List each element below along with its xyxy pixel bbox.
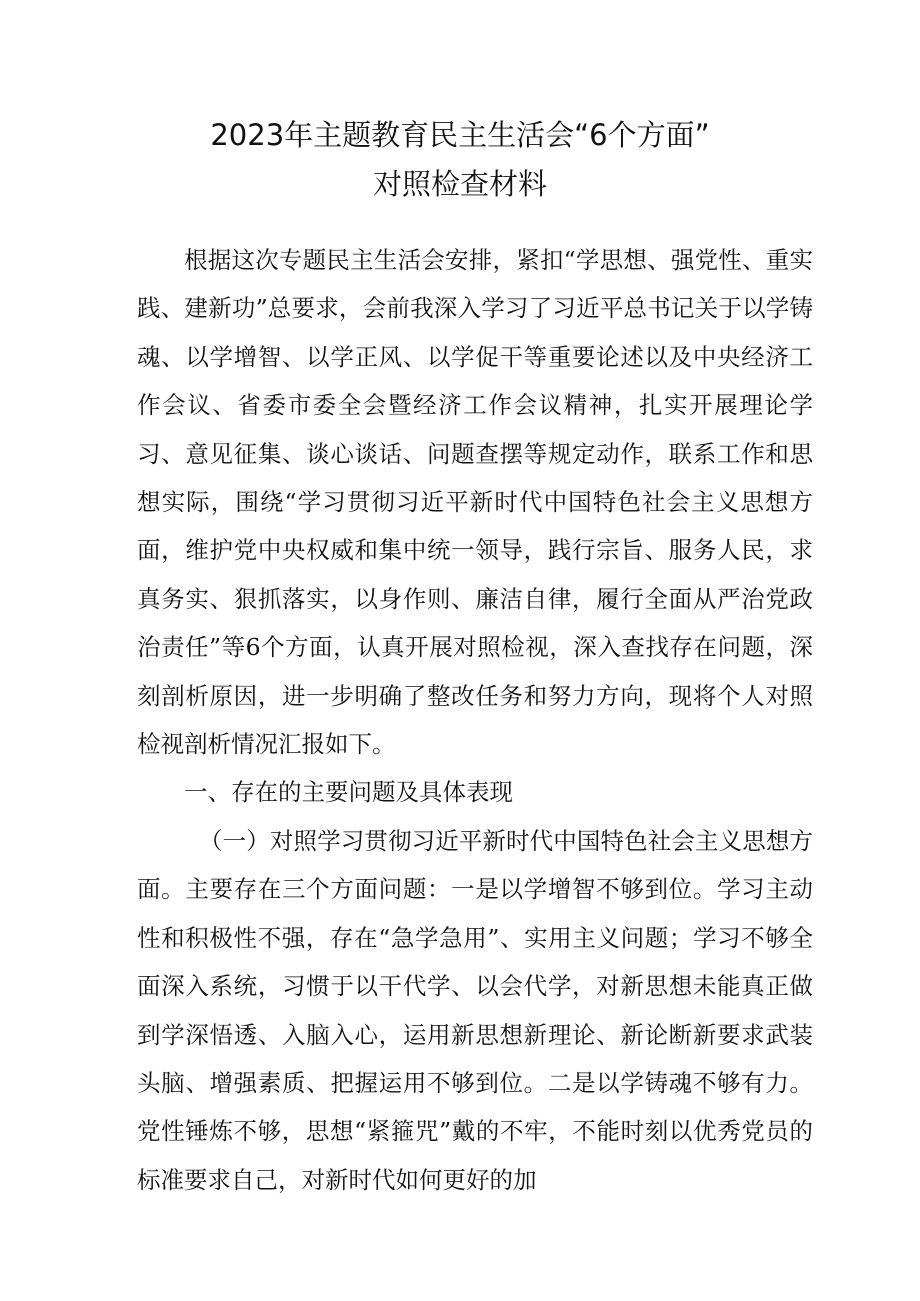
subsection-paragraph-1: （一）对照学习贯彻习近平新时代中国特色社会主义思想方面。主要存在三个方面问题：一是以学增智不够到位。学习主动性和积极性不强，存在“急学急用”、实用主义问题；学习不够全面深入系统，习惯于以干代学、以会代学，对新思想未能真正做到学深悟透、入脑入心，运用新思想新理论、新论断新要求武装头脑、增强素质、把握运用不够到位。二是以学铸魂不够有力。党性锤炼不够，思想“紧箍咒”戴的不牢，不能时刻以优秀党员的标准要求自己，对新时代如何更好的加 bbox=[137, 826, 813, 1194]
document-title-line-1: 2023年主题教育民主生活会“6个方面” bbox=[210, 118, 710, 152]
document-body bbox=[137, 236, 813, 1204]
intro-paragraph: 根据这次专题民主生活会安排，紧扣“学思想、强党性、重实践、建新功”总要求，会前我深入学习了习近平总书记关于以学铸魂、以学增智、以学正风、以学促干等重要论述以及中央经济工作会议、省委市委全会暨经济工作会议精神，扎实开展理论学习、意见征集、谈心谈话、问题查摆等规定动作，联系工作和思想实际，围绕“学习贯彻习近平新时代中国特色社会主义思想方面，维护党中央权威和集中统一领导，践行宗旨、服务人民，求真务实、狠抓落实，以身作则、廉洁自律，履行全面从严治党政治责任”等6个方面，认真开展对照检视，深入查找存在问题，深刻剖析原因，进一步明确了整改任务和努力方向，现将个人对照检视剖析情况汇报如下。 bbox=[137, 246, 813, 759]
document-title-line-2: 对照检查材料 bbox=[372, 167, 547, 201]
section-heading-problems: 一、存在的主要问题及具体表现 bbox=[184, 778, 513, 807]
